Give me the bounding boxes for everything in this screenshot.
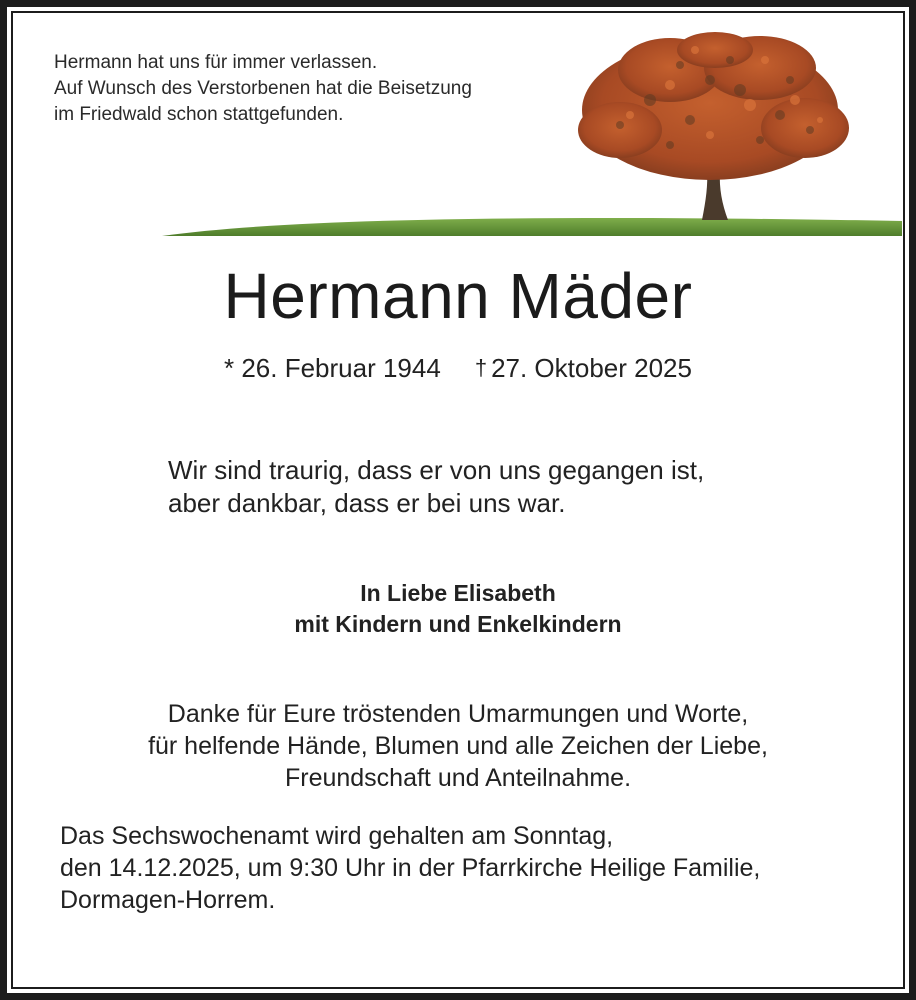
life-dates — [0, 351, 916, 385]
family-line: mit Kindern und Enkelkindern — [294, 611, 622, 637]
family-signature — [0, 578, 916, 640]
death-date-group — [475, 351, 692, 385]
intro-line: im Friedwald schon stattgefunden. — [54, 104, 344, 125]
thanks-text — [0, 698, 916, 794]
cross-icon: † — [474, 355, 488, 380]
intro-line: Hermann hat uns für immer verlassen. — [54, 52, 378, 73]
tree-on-hill-image — [150, 20, 910, 250]
death-date: 27. Oktober 2025 — [491, 353, 692, 383]
memorial-quote — [168, 454, 788, 520]
mass-notice — [60, 820, 860, 916]
intro-line: Auf Wunsch des Verstorbenen hat die Beisetzung — [54, 78, 472, 99]
tree-canopy — [578, 32, 849, 180]
quote-line: Wir sind traurig, dass er von uns gegangen ist, — [168, 455, 705, 485]
family-line: In Liebe Elisabeth — [360, 580, 556, 606]
thanks-line: Danke für Eure tröstenden Umarmungen und Worte, — [167, 700, 749, 728]
notice-line: den 14.12.2025, um 9:30 Uhr in der Pfarrkirche Heilige Familie, — [60, 854, 761, 882]
quote-line: aber dankbar, dass er bei uns war. — [168, 488, 566, 518]
birth-date: * 26. Februar 1944 — [224, 353, 441, 383]
grass-hill — [162, 218, 902, 236]
thanks-line: Freundschaft und Anteilnahme. — [284, 764, 632, 792]
notice-line: Das Sechswochenamt wird gehalten am Sonntag, — [60, 822, 614, 850]
deceased-name: Hermann Mäder — [223, 260, 693, 332]
thanks-line: für helfende Hände, Blumen und alle Zeichen der Liebe, — [148, 732, 768, 760]
notice-line: Dormagen-Horrem. — [60, 886, 276, 914]
